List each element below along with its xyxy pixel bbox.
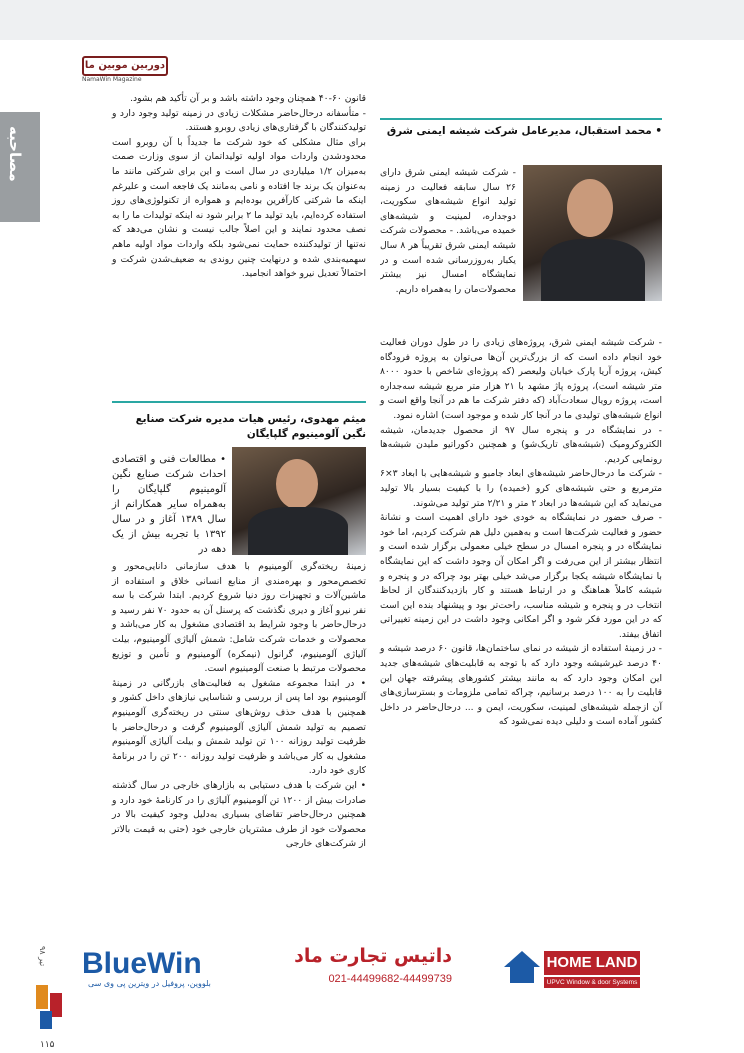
interview1-paragraph: - در نمایشگاه در و پنجره سال ۹۷ از محصول جدیدمان، شیشه الکتروکرومیک (شیشه‌های تاریک‌شو) و همچنین دکوراتیو ملیدن شیشه‌ها رونمایی کردیم. [380,424,662,465]
page-color-mark [36,985,64,1035]
interview1-paragraph: - صرف حضور در نمایشگاه به خودی خود دارای اهمیت است و نشانهٔ حضور و فعالیت شرکت‌ها است و به‌همین دلیل هم شرکت کردیم، اما خود نمایشگاه در و پنجره امسال در سطح خیلی معمولی برگزار شده است و انتظار بیشتر از این می‌رفت و اگر امکان آن وجود داشت که این نمایشگاه با نمایشگاه شیشه یکجا برگزار می‌شد خیلی بهتر بود چراکه در و پنجره و شیشه کاملاً هماهنگ و در ارتباط هستند و کار بازدیدکنندگان از لحاظ انتخاب در و پنجره و شیشه مناسب، راحت‌تر بود و پیشنهاد بنده این است که در این مورد فکر شود و اگر امکانی وجود داشت در این زمینه تغییراتی اتفاق بیفتد. [380,512,662,640]
homeland-title: HOME LAND [544,951,640,975]
interview1-body [380,336,662,730]
interview1-intro [380,166,662,306]
interview2-bio [112,452,226,557]
interview1-paragraph: - شرکت شیشه ایمنی شرق، پروژه‌های زیادی را در طول دوران فعالیت خود انجام داده است که از بزرگ‌ترین آن‌ها می‌توان به پروژه فرودگاه کیش، پروژه آریا پارک خیابان ولیعصر (که پروژه‌ای شاخص با حدود ۸۰۰۰ متر شیشه است)، پروژه پاژ مشهد با ۲۱ هزار متر مربع شیشه سه‌جداره است، پروژه رویال سعادت‌آباد (که دفتر شرکت ما هم در آنجا واقع است و انواع شیشه‌های تولیدی ما در آنجا کار شده و موجود است) اشاره نمود. [380,337,662,421]
logo-subtitle: NamaWin Magazine [82,76,142,83]
ad-homeland [500,945,650,991]
continuation-body [112,92,366,282]
top-band [0,0,744,40]
interview2-paragraph: • در ابتدا مجموعه مشغول به فعالیت‌های بازرگانی در زمینهٔ آلومینیوم بود اما پس از بررسی و شناسایی نیازهای داخل کشور و همچنین با هدف حذف روش‌های سنتی در ریخته‌گری آلومینیوم تصمیم به تولید شمش آلیاژی آلومینیوم گرفت و درحال‌حاضر با ظرفیت تولید روزانه ۱۰۰ تن تولید شمش و بیلت آلیاژی آلومینیوم مشغول به کار می‌باشد و ظرفیت تولید روزانه ۲۰۰ تن را در برنامهٔ کاری خود دارد. [112,677,366,777]
interview2-body [112,560,366,852]
homeland-subtitle: UPVC Window & door Systems [544,977,640,988]
continuation-paragraph: برای مثال مشکلی که خود شرکت ما جدیداً با آن روبرو است محدودشدن واردات مواد اولیه تولیداتمان از سوی وزارت صمت به‌میزان ۱/۲ میلیاردی در سال است و این برای شرکتی مانند ما به‌عنوان یک برند جا افتاده و نامی به‌مانند یک فاجعه است و علیرغم اینکه ما شرکتی کارآفرین بوده‌ایم و همواره از تکنولوژی‌های روز استفاده کرده‌ایم، باید تولید ما ۲ برابر شود نه اینکه تولیدات ما را به نصف محدود نمایند و این اصلاً جالب نیست و نشان می‌دهد که نه‌تنها از تولیدکننده حمایت نمی‌شود بلکه واردات مواد اولیه ماهم سهمیه‌بندی شده و درنهایت چنین روندی به ضعیف‌شدن شرکت و احتمالاً تعدیل نیرو خواهد انجامید. [112,136,366,280]
interview2-paragraph: • این شرکت با هدف دستیابی به بازارهای خارجی در سال گذشته صادرات بیش از ۱۲۰۰ تن آلومینیوم آلیاژی را در کارنامهٔ خود دارد و همچنین درحال‌حاضر تقاضای بسیاری به‌دلیل وجود کیفیت بالا در محصولات خود از طرف مشتریان خارجی خود (حتی به قیمت بالاتر از شرکت‌های خارجی [112,779,366,850]
section-tab [0,112,40,222]
logo-mark: دوربین موبین ما [82,56,168,76]
interview1-intro-text: - شرکت شیشه ایمنی شرق دارای ۲۶ سال سابقه فعالیت در زمینه تولید انواع شیشه‌های سکوریت، دوجداره، لمینیت و شیشه‌های خمیده می‌باشد. - محصولات شرکت شیشه ایمنی شرق تقریباً هر ۸ سال یکبار به‌روزرسانی شده است و در نمایشگاه امسال نیز بیشتر محصولات‌مان را به‌همراه داریم. [380,167,517,295]
interview2-heading: میثم مهدوی، رئیس هیات مدیره شرکت صنایع نگین آلومینیوم گلپایگان [135,413,366,440]
interview2-bio-text: • مطالعات فنی و اقتصادی احداث شرکت صنایع نگین آلومینیوم گلپایگان را به‌همراه سایر همکارانم از سال ۱۳۸۹ آغاز و در سال ۱۳۹۲ با تجربه بیش از یک دهه در [112,454,226,555]
issue-label: تیر ۹۸ [38,946,47,967]
page-number: ۱۱۵ [40,1040,55,1050]
continuation-paragraph: - متأسفانه درحال‌حاضر مشکلات زیادی در زمینه تولید وجود دارد و تولیدکنندگان با گرفتاری‌های زیادی روبرو هستند. [112,107,366,134]
homeland-house-body [510,967,534,983]
datis-phone: 021-44499682-44499739 [328,973,452,985]
interview1-paragraph: - در زمینهٔ استفاده از شیشه در نمای ساختمان‌ها، قانون ۶۰ درصد شیشه و ۴۰ درصد غیرشیشه وجود دارد که با توجه به قابلیت‌های شیشه‌های جدید این امکان وجود دارد که به مانند بیشتر کشورهای پیشرفته جهان این قابلیت را به ۱۰۰ درصد برسانیم، چراکه تمامی ملزومات و بسترسازی‌های آن ازجمله شیشه‌های لمینیت، سکوریت، ایمن و ... درحال‌حاضر در داخل کشور آماده است و دلیلی دیده نمی‌شود که [380,643,662,728]
ad-datis [292,945,452,991]
heading-rule-left [112,401,366,403]
bluewin-title: BlueWin [82,947,202,980]
ad-bluewin [82,945,242,991]
interview2-paragraph: زمینهٔ ریخته‌گری آلومینیوم با هدف ساز‌مانی دانایی‌محور و تخصص‌محور و بهره‌مندی از منابع انسانی خلاق و استفاده از ماشین‌آلات و تجهیزات روز دنیا شروع کردیم. ابتدا شرکت با سه نفر نیرو آغاز و دیری نگذشت که پرسنل آن به حدود ۷۰ نفر رسید و درحال‌حاضر با وجود شرایط بد اقتصادی مشغول به کار می‌باشد و محصولات و خدمات شرکت شامل: شمش آلیاژی آلومینیوم، بیلت آلیاژی آلومینیوم، گرانول (نیمکره) آلومینیوم و تأمین و توزیع محصولات مرتبط با صنعت آلومینیوم است. [112,561,366,675]
magazine-logo [82,54,172,86]
datis-title: داتیس تجارت ماد [294,945,452,967]
interview1-paragraph: - شرکت ما درحال‌حاضر شیشه‌های ابعاد جامبو و شیشه‌هایی با ابعاد ۳×۶ مترمربع و حتی شیشه‌های کرو (خمیده) را با کیفیت بسیار بالا تولید می‌نماید که این شیشه‌ها در ابعاد ۲ متر و ۲/۲۱ متر تولید می‌شوند. [380,468,662,509]
section-tab-label: مصاحبه [6,126,24,182]
heading-rule-right [380,118,662,120]
homeland-house-icon [504,951,540,967]
portrait-photo-mahdavi [232,447,366,555]
continuation-paragraph: قانون ۶۰-۴۰ همچنان وجود داشته باشد و بر آن تأکید هم بشود. [130,93,366,104]
bluewin-subtitle: بلووین، پروفیل در ویترین پی وی سی [88,979,211,988]
interview1-heading: • محمد استقبال، مدیرعامل شرکت شیشه ایمنی شرق [386,125,662,137]
